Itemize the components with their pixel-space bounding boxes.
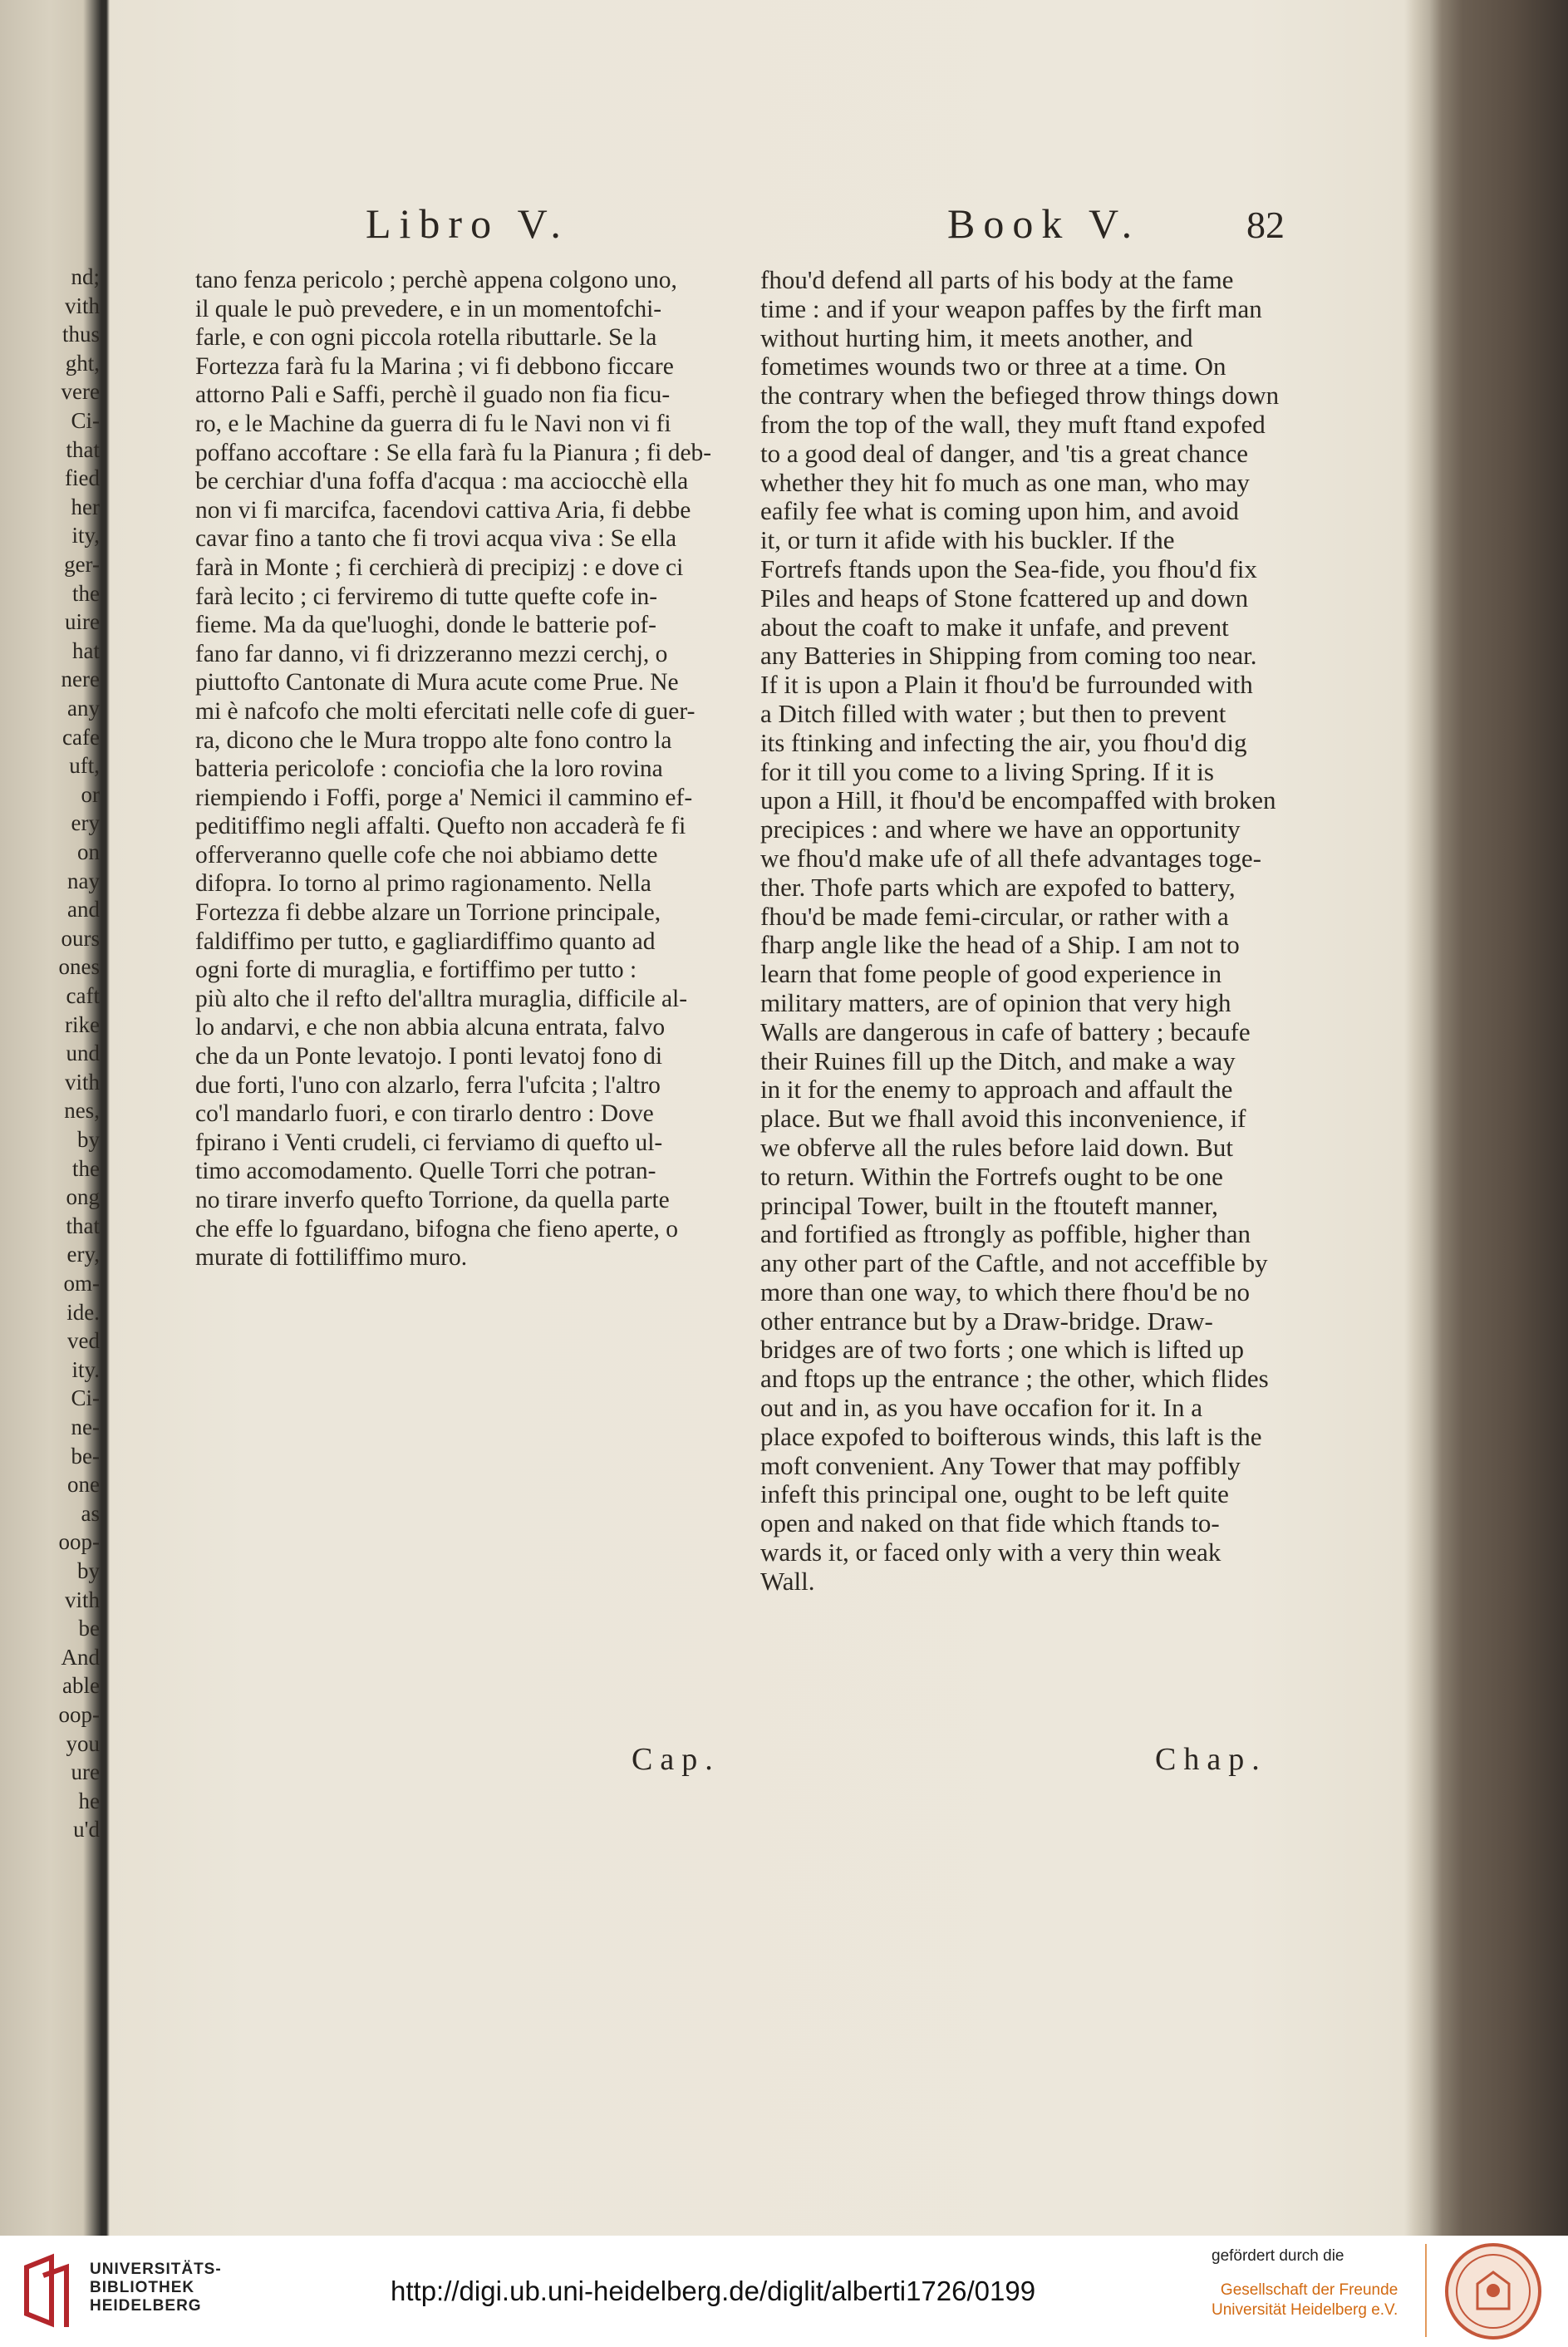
left-margin-fragment: rike xyxy=(65,1011,100,1037)
italian-line: piuttofto Cantonate di Mura acute come Prue. Ne xyxy=(195,669,679,696)
italian-line: fano far danno, vi fi drizzeranno mezzi cerchj, o xyxy=(195,640,668,667)
catchword-italian: Cap. xyxy=(632,1742,720,1777)
english-line: the contrary when the befieged throw things down xyxy=(760,381,1280,411)
italian-line: Fortezza farà fu la Marina ; vi fi debbono ficcare xyxy=(195,352,674,380)
english-line: infeft this principal one, ought to be left quite xyxy=(760,1479,1229,1509)
left-margin-fragment: any xyxy=(67,696,100,721)
left-margin-fragment: nay xyxy=(67,868,100,893)
library-name-line: HEIDELBERG xyxy=(90,2297,202,2315)
left-margin-fragment: vith xyxy=(64,1069,100,1095)
left-margin-fragment: u'd xyxy=(73,1817,100,1843)
running-head-english: Book V. xyxy=(947,200,1141,247)
sponsor-lead: gefördert durch die xyxy=(1212,2247,1344,2265)
italian-line: Fortezza fi debbe alzare un Torrione principale, xyxy=(195,899,661,927)
left-margin-fragment: one xyxy=(67,1472,100,1498)
left-margin-fragment: the xyxy=(72,1155,100,1181)
english-line: it, or turn it afide with his buckler. If the xyxy=(760,525,1175,555)
english-line: and fortified as ftrongly as poffible, higher than xyxy=(760,1219,1251,1249)
english-line: military matters, are of opinion that very high xyxy=(760,987,1231,1017)
italian-line: murate di fottiliffimo muro. xyxy=(195,1244,468,1272)
left-margin-fragment: ure xyxy=(71,1759,100,1785)
italian-line: due forti, l'uno con alzarlo, ferra l'ufcita ; l'altro xyxy=(195,1071,661,1099)
left-margin-fragment: ne- xyxy=(71,1415,100,1439)
italian-line: lo andarvi, e che non abbia alcuna entrata, falvo xyxy=(195,1014,666,1041)
left-margin-fragment: vith xyxy=(64,1587,100,1612)
left-margin-fragment: thus xyxy=(61,322,100,347)
english-line: place. But we fhall avoid this inconvenience, if xyxy=(760,1104,1246,1134)
italian-line: difopra. Io torno al primo ragionamento. Nella xyxy=(195,870,651,898)
left-margin-fragment: uft, xyxy=(69,753,100,779)
english-line: to return. Within the Fortrefs ought to be one xyxy=(760,1161,1223,1191)
italian-line: il quale le può prevedere, e in un momentofchi- xyxy=(195,295,662,322)
english-line: Walls are dangerous in cafe of battery ; becaufe xyxy=(760,1016,1251,1046)
page-number: 82 xyxy=(1246,204,1285,246)
english-line: other entrance but by a Draw-bridge. Draw- xyxy=(760,1306,1213,1336)
english-line: fhou'd defend all parts of his body at the fame xyxy=(760,265,1234,294)
left-margin-fragment: Ci- xyxy=(71,1385,100,1411)
english-line: for it till you come to a living Spring. If it is xyxy=(760,756,1214,786)
left-margin-fragment: ved xyxy=(67,1328,100,1354)
english-line: and ftops up the entrance ; the other, which flides xyxy=(760,1364,1269,1394)
left-margin-fragment: he xyxy=(78,1788,100,1813)
left-margin-fragment: the xyxy=(72,580,100,606)
english-line: its ftinking and infecting the air, you fhou'd dig xyxy=(760,727,1247,757)
left-margin-fragment: ery xyxy=(71,810,100,836)
italian-line: riempiendo i Foffi, porge a' Nemici il cammino ef- xyxy=(195,784,693,811)
italian-line: cavar fino a tanto che fi trovi acqua viva : Se ella xyxy=(195,525,677,553)
left-margin-fragment: vere xyxy=(61,379,100,405)
left-margin-fragment: nd; xyxy=(71,264,100,289)
english-line: bridges are of two forts ; one which is lifted up xyxy=(760,1335,1244,1365)
library-logo-icon xyxy=(18,2251,76,2330)
italian-line: offerveranno quelle cofe che noi abbiamo dette xyxy=(195,841,658,868)
footer-divider xyxy=(1425,2244,1427,2337)
english-line: whether they hit fo much as one man, who may xyxy=(760,467,1250,497)
english-line: a Ditch filled with water ; but then to prevent xyxy=(760,698,1226,728)
left-margin-fragment: that xyxy=(66,1213,100,1238)
left-margin-fragment: oop- xyxy=(58,1702,100,1727)
italian-line: attorno Pali e Saffi, perchè il guado non fia ficu- xyxy=(195,381,671,409)
left-margin-fragment: nere xyxy=(61,667,100,692)
left-margin-fragment: And xyxy=(61,1644,100,1670)
english-line: principal Tower, built in the ftouteft manner, xyxy=(760,1190,1218,1220)
left-page-edge xyxy=(0,0,100,2236)
left-margin-fragment: oop- xyxy=(58,1529,100,1555)
italian-line: fieme. Ma da que'luoghi, donde le batterie pof- xyxy=(195,612,656,639)
english-line: Fortrefs ftands upon the Sea-fide, you fhou'd fix xyxy=(760,554,1257,583)
english-line: wards it, or faced only with a very thin weak xyxy=(760,1538,1221,1567)
left-margin-fragment: uire xyxy=(65,609,100,635)
library-name-line: UNIVERSITÄTS- xyxy=(90,2261,222,2278)
left-margin-fragment: by xyxy=(77,1127,100,1152)
sponsor-name-line: Gesellschaft der Freunde xyxy=(1220,2281,1398,2299)
english-line: to a good deal of danger, and 'tis a great chance xyxy=(760,438,1249,468)
english-line: upon a Hill, it fhou'd be encompaffed with broken xyxy=(760,785,1276,815)
right-page xyxy=(116,25,1413,2227)
left-margin-fragment: on xyxy=(77,839,100,864)
left-margin-fragment: by xyxy=(77,1558,100,1583)
english-line: fhou'd be made femi-circular, or rather with a xyxy=(760,901,1229,931)
english-line: time : and if your weapon paffes by the firft man xyxy=(760,293,1262,323)
left-margin-fragment: ide. xyxy=(66,1299,100,1325)
english-line: moft convenient. Any Tower that may poffibly xyxy=(760,1450,1241,1480)
sponsor-name-line: Universität Heidelberg e.V. xyxy=(1212,2301,1398,2319)
english-line: If it is upon a Plain it fhou'd be furrounded with xyxy=(760,670,1253,700)
english-line: Piles and heaps of Stone fcattered up and down xyxy=(760,583,1249,613)
catchword-english: Chap. xyxy=(1155,1742,1267,1777)
left-margin-fragment: that xyxy=(66,436,100,462)
left-margin-fragment: vith xyxy=(64,293,100,318)
english-line: open and naked on that fide which ftands to- xyxy=(760,1508,1220,1538)
left-margin-fragment: her xyxy=(71,494,100,519)
left-margin-fragment: as xyxy=(81,1500,100,1526)
left-margin-fragment: ours xyxy=(61,925,100,951)
italian-line: peditiffimo negli affalti. Quefto non accaderà fe fi xyxy=(195,813,686,840)
italian-line: tano fenza pericolo ; perchè appena colgono uno, xyxy=(195,267,677,293)
italian-line: farà in Monte ; fi cerchierà di precipizj : e dove ci xyxy=(195,554,684,581)
italian-line: co'l mandarlo fuori, e con tirarlo dentro : Dove xyxy=(195,1100,654,1128)
italian-line: più alto che il refto del'alltra muraglia, difficile al- xyxy=(195,985,688,1012)
left-margin-fragment: caft xyxy=(66,983,100,1008)
library-name-line: BIBLIOTHEK xyxy=(90,2279,195,2296)
italian-line: farle, e con ogni piccola rotella ributtarle. Se la xyxy=(195,324,657,352)
left-margin-fragment: Ci- xyxy=(71,408,100,433)
left-margin-fragment: be- xyxy=(71,1443,100,1469)
left-margin-fragment: fied xyxy=(65,465,100,491)
english-line: Wall. xyxy=(760,1566,815,1596)
left-margin-fragment: hat xyxy=(72,637,100,663)
italian-line: timo accomodamento. Quelle Torri che potran- xyxy=(195,1158,656,1185)
left-margin-fragment: be xyxy=(78,1616,100,1641)
left-margin-fragment: nes, xyxy=(64,1098,100,1124)
italian-line: fpirano i Venti crudeli, ci ferviamo di quefto ul- xyxy=(195,1129,663,1156)
english-line: precipices : and where we have an opportunity xyxy=(760,814,1241,844)
running-head-italian: Libro V. xyxy=(366,200,569,247)
library-name xyxy=(90,2261,222,2315)
left-margin-fragment: and xyxy=(67,897,100,923)
english-line: out and in, as you have occafion for it. In a xyxy=(760,1393,1202,1423)
english-line: in it for the enemy to approach and affault the xyxy=(760,1075,1233,1105)
left-margin-fragment: able xyxy=(62,1673,100,1699)
english-line: from the top of the wall, they muft ftand expofed xyxy=(760,409,1266,439)
italian-line: ogni forte di muraglia, e fortiffimo per tutto : xyxy=(195,957,637,984)
english-line: any Batteries in Shipping from coming too near. xyxy=(760,641,1257,671)
english-line: ther. Thofe parts which are expofed to battery, xyxy=(760,872,1236,902)
italian-column xyxy=(195,266,843,1272)
italian-line: faldiffimo per tutto, e gagliardiffimo quanto ad xyxy=(195,927,656,955)
english-line: any other part of the Caftle, and not acceffible by xyxy=(760,1248,1268,1278)
sponsor-name xyxy=(1212,2281,1398,2320)
left-margin-fragment: und xyxy=(66,1041,100,1066)
english-line: more than one way, to which there fhou'd be no xyxy=(760,1277,1250,1306)
italian-line: ra, dicono che le Mura troppo alte fono contro la xyxy=(195,726,672,754)
english-line: fharp angle like the head of a Ship. I am not to xyxy=(760,930,1240,960)
left-margin-fragment: you xyxy=(66,1730,100,1756)
english-line: eafily fee what is coming upon him, and avoid xyxy=(760,496,1239,526)
italian-line: che effe lo fguardano, bifogna che fieno aperte, o xyxy=(195,1215,678,1242)
viewer-footer xyxy=(0,2236,1568,2347)
italian-line: non vi fi marcifca, facendovi cattiva Aria, fi debbe xyxy=(195,496,691,524)
english-line: their Ruines fill up the Ditch, and make a way xyxy=(760,1046,1236,1075)
left-margin-fragment: ery, xyxy=(66,1242,100,1267)
left-margin-fragment: cafe xyxy=(62,724,100,750)
left-margin-fragment: or xyxy=(81,781,100,807)
permalink-url[interactable]: http://digi.ub.uni-heidelberg.de/diglit/alberti1726/0199 xyxy=(391,2276,1036,2306)
italian-line: mi è nafcofo che molti efercitati nelle cofe di guer- xyxy=(195,697,696,725)
left-margin-fragment: ong xyxy=(66,1184,100,1210)
english-line: about the coaft to make it unfafe, and prevent xyxy=(760,612,1229,642)
left-margin-fragment: ity, xyxy=(71,523,100,549)
left-margin-fragment: ity. xyxy=(71,1356,100,1382)
university-seal-icon xyxy=(1444,2242,1542,2340)
english-line: place expofed to boifterous winds, this laft is the xyxy=(760,1421,1262,1451)
italian-line: ro, e le Machine da guerra di fu le Navi non vi fi xyxy=(195,410,671,437)
left-margin-fragment: ght, xyxy=(65,350,100,376)
italian-line: be cerchiar d'una foffa d'acqua : ma acciocchè ella xyxy=(195,468,689,495)
english-line: we obferve all the rules before laid down. But xyxy=(760,1132,1234,1162)
italian-line: batteria pericolofe : conciofia che la loro rovina xyxy=(195,755,663,783)
english-line: fometimes wounds two or three at a time. On xyxy=(760,352,1226,381)
left-margin-fragment: ger- xyxy=(64,552,100,577)
italian-line: no tirare inverfo quefto Torrione, da quella parte xyxy=(195,1187,670,1213)
english-line: we fhou'd make ufe of all thefe advantages toge- xyxy=(760,843,1261,873)
italian-line: farà lecito ; ci ferviremo di tutte quefte cofe in- xyxy=(195,583,658,610)
english-line: without hurting him, it meets another, and xyxy=(760,322,1193,352)
english-line: learn that fome people of good experience in xyxy=(760,959,1222,989)
left-margin-fragment: om- xyxy=(63,1271,100,1296)
italian-line: che da un Ponte levatojo. I ponti levatoj fono di xyxy=(195,1043,663,1070)
left-margin-fragment: ones xyxy=(58,954,100,980)
italian-line: poffano accoftare : Se ella farà fu la Pianura ; fi deb- xyxy=(195,439,712,466)
english-column xyxy=(760,266,1384,1597)
